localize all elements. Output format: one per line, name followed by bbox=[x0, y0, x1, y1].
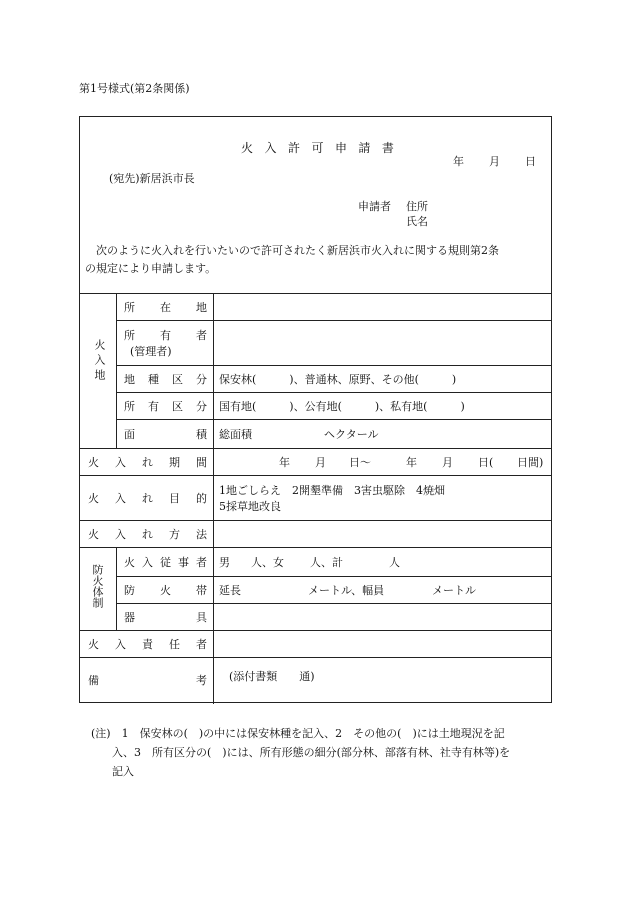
applicant-label: 申請者 bbox=[358, 200, 391, 213]
period-value[interactable]: 年 月 日～ 年 月 日( 日間) bbox=[279, 456, 544, 469]
application-form bbox=[79, 116, 552, 703]
form-number: 第1号様式(第2条関係) bbox=[79, 82, 190, 95]
note-line1: (注) 1 保安林の( )の中には保安林種を記入、2 その他の( )には土地現況を記 bbox=[91, 727, 505, 740]
method-label: 火 入 れ 方 法 bbox=[88, 528, 207, 541]
date-day: 日 bbox=[525, 155, 536, 168]
site-group-label: 火入地 bbox=[93, 339, 106, 384]
note-line3: 記入 bbox=[112, 765, 134, 778]
area-value[interactable]: 総面積 ヘクタール bbox=[219, 428, 379, 441]
note-line2: 入、3 所有区分の( )には、所有形態の細分(部分林、部落有林、社寺有林等)を bbox=[112, 746, 511, 759]
owner-sub-label: (管理者) bbox=[130, 345, 172, 358]
period-label: 火 入 れ 期 間 bbox=[88, 456, 207, 469]
area-label: 面 積 bbox=[124, 428, 207, 441]
addressee: (宛先)新居浜市長 bbox=[109, 172, 195, 185]
owner-label: 所 有 者 (管理者) bbox=[124, 329, 207, 358]
form-title: 火 入 許 可 申 請 書 bbox=[241, 141, 394, 155]
remarks-label: 備 考 bbox=[88, 674, 207, 687]
firebreak-label: 防 火 帯 bbox=[124, 584, 207, 597]
location-label: 所 在 地 bbox=[124, 301, 207, 314]
request-text-line2: の規定により申請します。 bbox=[85, 262, 217, 275]
fire-system-label: 防火体制 bbox=[91, 564, 104, 608]
firebreak-value[interactable]: 延長 メートル、幅員 メートル bbox=[219, 584, 476, 597]
purpose-value[interactable]: 1地ごしらえ 2開墾準備 3害虫駆除 4焼畑 5採草地改良 bbox=[219, 484, 445, 513]
remarks-value[interactable]: (添付書類 通) bbox=[229, 670, 315, 683]
land-type-value[interactable]: 保安林( )、普通林、原野、その他( ) bbox=[219, 373, 457, 386]
equipment-label: 器 具 bbox=[124, 611, 207, 624]
workers-label: 火 入 従 事 者 bbox=[124, 556, 207, 569]
land-type-label: 地 種 区 分 bbox=[124, 373, 207, 386]
date-month: 月 bbox=[489, 155, 500, 168]
applicant-name-label: 氏名 bbox=[406, 215, 428, 228]
ownership-label: 所 有 区 分 bbox=[124, 400, 207, 413]
purpose-label: 火 入 れ 目 的 bbox=[88, 492, 207, 505]
ownership-value[interactable]: 国有地( )、公有地( )、私有地( ) bbox=[219, 400, 465, 413]
date-year: 年 bbox=[453, 155, 464, 168]
responsible-label: 火 入 責 任 者 bbox=[88, 638, 207, 651]
applicant-address-label: 住所 bbox=[406, 200, 428, 213]
workers-value[interactable]: 男 人、女 人、計 人 bbox=[219, 556, 400, 569]
request-text-line1: 次のように火入れを行いたいので許可されたく新居浜市火入れに関する規則第2条 bbox=[96, 244, 499, 257]
